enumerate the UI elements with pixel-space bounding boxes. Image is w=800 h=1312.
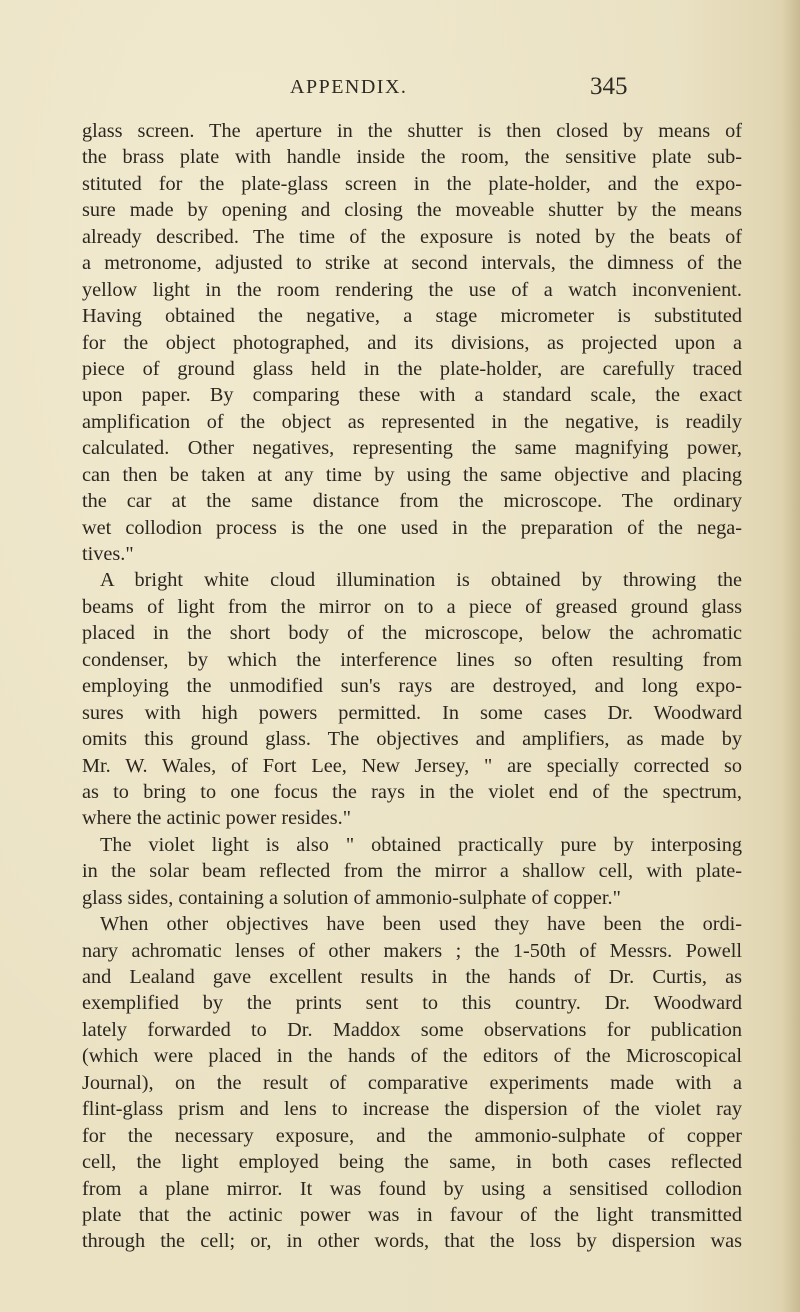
text-line: for the object photographed, and its divisions, as projected upon a	[82, 331, 742, 354]
text-line: glass sides, containing a solution of ammonio-sulphate of copper."	[82, 886, 621, 909]
running-head: APPENDIX.	[290, 76, 408, 98]
text-line: as to bring to one focus the rays in the violet end of the spectrum,	[82, 780, 742, 803]
text-line: piece of ground glass held in the plate-holder, are carefully traced	[82, 357, 742, 380]
text-line: tives."	[82, 543, 134, 565]
text-line: lately forwarded to Dr. Maddox some observations for publication	[82, 1018, 742, 1041]
body-text	[82, 118, 742, 1255]
text-line: sure made by opening and closing the moveable shutter by the means	[82, 199, 742, 222]
page-header	[0, 73, 800, 106]
text-line: already described. The time of the exposure is noted by the beats of	[82, 225, 742, 248]
text-line: exemplified by the prints sent to this country. Dr. Woodward	[82, 992, 742, 1015]
text-line: stituted for the plate-glass screen in the plate-holder, and the expo-	[82, 172, 742, 195]
text-line: beams of light from the mirror on to a piece of greased ground glass	[82, 595, 742, 618]
text-line: placed in the short body of the microscope, below the achromatic	[82, 622, 742, 645]
text-line: flint-glass prism and lens to increase the dispersion of the violet ray	[82, 1098, 742, 1121]
text-line: omits this ground glass. The objectives and amplifiers, as made by	[82, 728, 742, 751]
text-line: glass screen. The aperture in the shutter is then closed by means of	[82, 120, 742, 142]
text-line: employing the unmodified sun's rays are destroyed, and long expo-	[82, 675, 742, 698]
text-line: a metronome, adjusted to strike at second intervals, the dimness of the	[82, 252, 742, 275]
text-line: amplification of the object as represented in the negative, is readily	[82, 410, 742, 433]
text-line: Journal), on the result of comparative experiments made with a	[82, 1071, 742, 1094]
text-line: (which were placed in the hands of the editors of the Microscopical	[82, 1045, 742, 1068]
text-line: yellow light in the room rendering the use of a watch inconvenient.	[82, 278, 742, 301]
text-line: the car at the same distance from the microscope. The ordinary	[82, 490, 742, 513]
text-line: for the necessary exposure, and the ammonio-sulphate of copper	[82, 1124, 742, 1147]
page-number: 345	[590, 73, 628, 100]
page-edge-shadow	[782, 0, 800, 1312]
text-line: through the cell; or, in other words, that the loss by dispersion was	[82, 1230, 742, 1253]
text-line: The violet light is also " obtained practically pure by interposing	[100, 833, 742, 856]
text-line: the brass plate with handle inside the room, the sensitive plate sub-	[82, 146, 742, 169]
text-line: and Lealand gave excellent results in the hands of Dr. Curtis, as	[82, 966, 742, 988]
text-line: can then be taken at any time by using the same objective and placing	[82, 463, 742, 486]
text-line: sures with high powers permitted. In some cases Dr. Woodward	[82, 701, 742, 724]
text-line: cell, the light employed being the same, in both cases reflected	[82, 1151, 742, 1174]
text-line: calculated. Other negatives, representing the same magnifying power,	[82, 437, 742, 460]
text-line: When other objectives have been used they have been the ordi-	[100, 913, 742, 936]
text-line: from a plane mirror. It was found by using a sensitised collodion	[82, 1177, 742, 1200]
text-line: where the actinic power resides."	[82, 807, 352, 830]
text-line: condenser, by which the interference lines so often resulting from	[82, 648, 742, 671]
text-line: Mr. W. Wales, of Fort Lee, New Jersey, " are specially corrected so	[82, 754, 742, 777]
text-line: in the solar beam reflected from the mirror a shallow cell, with plate-	[82, 860, 742, 883]
text-line: nary achromatic lenses of other makers ; the 1-50th of Messrs. Powell	[82, 939, 742, 962]
text-line: Having obtained the negative, a stage micrometer is substituted	[82, 305, 742, 328]
text-line: A bright white cloud illumination is obtained by throwing the	[100, 569, 742, 592]
text-line: wet collodion process is the one used in the preparation of the nega-	[82, 516, 742, 539]
text-line: plate that the actinic power was in favour of the light transmitted	[82, 1203, 742, 1226]
text-line: upon paper. By comparing these with a standard scale, the exact	[82, 384, 742, 407]
